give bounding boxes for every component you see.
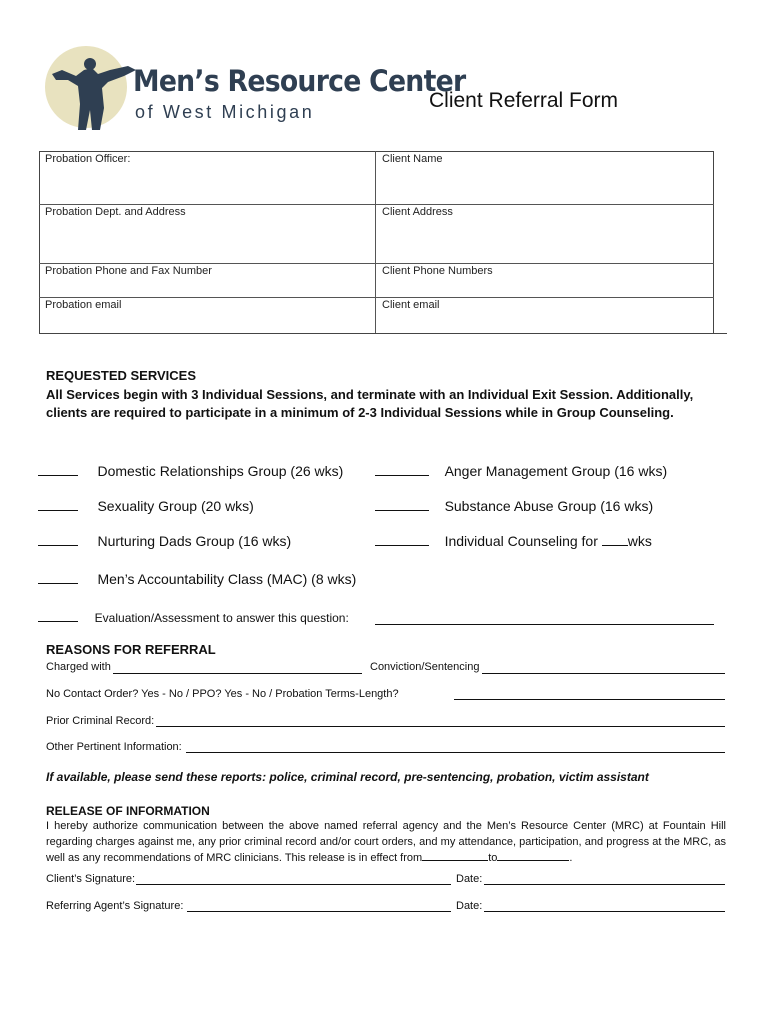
referral-info-table [39, 151, 714, 334]
requested-services-heading: REQUESTED SERVICES [46, 368, 197, 383]
option-label: Evaluation/Assessment to answer this question: [94, 611, 349, 625]
release-to-label: to [488, 852, 498, 864]
table-row-line [39, 204, 714, 205]
charged-with-line[interactable] [113, 673, 362, 674]
individual-counseling-option[interactable] [375, 533, 652, 549]
nurturing-dads-option[interactable] [38, 533, 291, 549]
agent-date-line[interactable] [484, 911, 725, 912]
charged-with-label: Charged with [46, 661, 111, 673]
weeks-blank[interactable] [602, 534, 628, 546]
release-heading: RELEASE OF INFORMATION [46, 804, 210, 818]
probation-phone-field[interactable]: Probation Phone and Fax Number [45, 265, 212, 277]
probation-dept-field[interactable]: Probation Dept. and Address [45, 206, 186, 218]
weeks-label: wks [627, 533, 652, 549]
reports-note: If available, please send these reports: police, criminal record, pre-sentencing, probation, victim assistant [46, 770, 649, 784]
client-signature-label: Client’s Signature: [46, 873, 136, 885]
agent-signature-label: Referring Agent’s Signature: [46, 900, 184, 912]
client-phone-field[interactable]: Client Phone Numbers [382, 265, 493, 277]
other-info-line[interactable] [186, 752, 725, 753]
option-label: Domestic Relationships Group (26 wks) [97, 463, 344, 479]
option-label: Anger Management Group (16 wks) [444, 463, 668, 479]
prior-record-line[interactable] [156, 726, 725, 727]
logo-figure-icon [46, 44, 142, 134]
sexuality-group-option[interactable] [38, 498, 254, 514]
client-date-label: Date: [456, 873, 483, 885]
services-intro: All Services begin with 3 Individual Sessions, and terminate with an Individual Exit Session. Additionally, clients are required to participate in a minimum of 2-3 Individual Sessions while in Group Counseling. [46, 387, 694, 420]
conviction-line[interactable] [482, 673, 725, 674]
evaluation-option[interactable] [38, 610, 349, 625]
option-label: Men’s Accountability Class (MAC) (8 wks) [97, 571, 357, 587]
other-info-label: Other Pertinent Information: [46, 741, 182, 753]
checkbox-blank[interactable] [375, 499, 429, 511]
client-name-field[interactable]: Client Name [382, 153, 443, 165]
checkbox-blank[interactable] [38, 499, 78, 511]
logo-title: Men’s Resource Center [133, 64, 466, 98]
anger-management-option[interactable] [375, 463, 667, 479]
table-row-line [39, 297, 714, 298]
client-email-field[interactable]: Client email [382, 299, 440, 311]
reasons-heading: REASONS FOR REFERRAL [46, 642, 216, 657]
checkbox-blank[interactable] [38, 534, 78, 546]
option-label: Individual Counseling for [444, 533, 598, 549]
logo-subtitle: of West Michigan [135, 102, 315, 122]
checkbox-blank[interactable] [38, 464, 78, 476]
conviction-label: Conviction/Sentencing [370, 661, 480, 673]
release-end: . [569, 852, 573, 864]
checkbox-blank[interactable] [38, 572, 78, 584]
checkbox-blank[interactable] [38, 610, 78, 622]
client-address-field[interactable]: Client Address [382, 206, 453, 218]
substance-abuse-option[interactable] [375, 498, 653, 514]
release-text [46, 818, 726, 866]
domestic-relationships-option[interactable] [38, 463, 343, 479]
option-label: Nurturing Dads Group (16 wks) [97, 533, 292, 549]
client-signature-line[interactable] [136, 884, 451, 885]
checkbox-blank[interactable] [375, 534, 429, 546]
probation-officer-field[interactable]: Probation Officer: [45, 153, 131, 165]
table-bottom-rule [39, 333, 727, 334]
agent-signature-line[interactable] [187, 911, 451, 912]
form-title: Client Referral Form [429, 89, 619, 112]
table-row-line [39, 263, 714, 264]
option-label: Sexuality Group (20 wks) [97, 498, 254, 514]
probation-email-field[interactable]: Probation email [45, 299, 122, 311]
checkbox-blank[interactable] [375, 464, 429, 476]
agent-date-label: Date: [456, 900, 483, 912]
no-contact-label: No Contact Order? Yes - No / PPO? Yes - No / Probation Terms-Length? [46, 688, 399, 700]
no-contact-line[interactable] [454, 699, 725, 700]
release-body: I hereby authorize communication between the above named referral agency and the Men’s Resource Center (MRC) at Fountain Hill regarding charges against me, any prior criminal record and/or court orders, and my attendance, participation, and progress at the MRC, as well as any recommendations of MRC clinicians. This release is in effect from [46, 820, 726, 864]
mac-class-option[interactable] [38, 571, 356, 587]
option-label: Substance Abuse Group (16 wks) [444, 498, 654, 514]
evaluation-answer-line[interactable] [375, 624, 714, 625]
table-divider [375, 151, 376, 333]
client-date-line[interactable] [484, 884, 725, 885]
prior-record-label: Prior Criminal Record: [46, 715, 155, 727]
release-to-blank[interactable] [497, 851, 569, 861]
release-from-blank[interactable] [422, 851, 488, 861]
